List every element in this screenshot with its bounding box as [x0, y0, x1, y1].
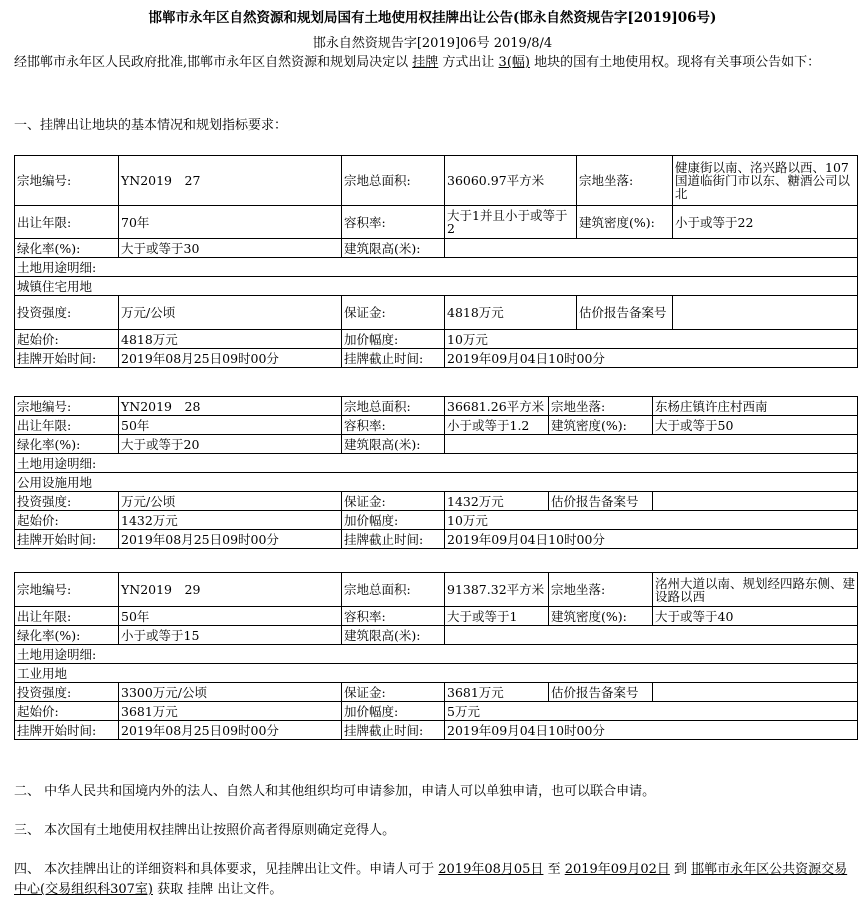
label-density: 建筑密度(%): — [549, 607, 653, 626]
height-value — [445, 239, 858, 258]
label-deposit: 保证金: — [342, 296, 445, 330]
label-start-time: 挂牌开始时间: — [15, 349, 119, 368]
label-location: 宗地坐落: — [549, 397, 653, 416]
label-appraisal: 估价报告备案号 — [549, 683, 653, 702]
appraisal-value — [673, 296, 858, 330]
label-far: 容积率: — [342, 416, 445, 435]
document-number-date: 邯永自然资规告字[2019]06号 2019/8/4 — [312, 36, 553, 51]
section-4-text-4: 获取 挂牌 出让文件。 — [152, 882, 283, 897]
end-time-value: 2019年09月04日10时00分 — [445, 530, 858, 549]
label-use-detail: 土地用途明细: — [15, 454, 858, 473]
table-row — [15, 530, 858, 549]
label-height: 建筑限高(米): — [342, 626, 445, 645]
table-row — [15, 397, 858, 416]
label-end-time: 挂牌截止时间: — [342, 721, 445, 740]
density-value: 小于或等于22 — [673, 206, 858, 239]
height-value — [445, 435, 858, 454]
table-row — [15, 296, 858, 330]
label-height: 建筑限高(米): — [342, 239, 445, 258]
increment-value: 10万元 — [445, 511, 858, 530]
label-location: 宗地坐落: — [549, 573, 653, 607]
height-value — [445, 626, 858, 645]
appraisal-value — [653, 492, 858, 511]
section-1-heading: 一、挂牌出让地块的基本情况和规划指标要求： — [14, 118, 288, 133]
parcel-table-1 — [14, 155, 858, 368]
parcel-no-value: YN2019 27 — [119, 156, 342, 206]
label-parcel-no: 宗地编号: — [15, 156, 119, 206]
appraisal-value — [653, 683, 858, 702]
label-far: 容积率: — [342, 607, 445, 626]
start-time-value: 2019年08月25日09时00分 — [119, 721, 342, 740]
increment-value: 10万元 — [445, 330, 858, 349]
table-row — [15, 573, 858, 607]
table-row — [15, 683, 858, 702]
table-row — [15, 511, 858, 530]
label-location: 宗地坐落: — [577, 156, 673, 206]
label-appraisal: 估价报告备案号 — [549, 492, 653, 511]
transfer-method: 挂牌 — [412, 55, 439, 70]
start-price-value: 4818万元 — [119, 330, 342, 349]
label-density: 建筑密度(%): — [577, 206, 673, 239]
section-4-text-3: 到 — [669, 862, 692, 877]
label-total-area: 宗地总面积: — [342, 156, 445, 206]
start-price-value: 1432万元 — [119, 511, 342, 530]
label-use-detail: 土地用途明细: — [15, 258, 858, 277]
section-2-paragraph: 二、 中华人民共和国境内外的法人、自然人和其他组织均可申请参加，申请人可以单独申请，也可以联合申请。 — [14, 784, 656, 799]
table-row — [15, 206, 858, 239]
total-area-value: 91387.32平方米 — [445, 573, 549, 607]
parcel-no-value: YN2019 29 — [119, 573, 342, 607]
table-row — [15, 721, 858, 740]
label-appraisal: 估价报告备案号 — [577, 296, 673, 330]
section-3-paragraph: 三、 本次国有土地使用权挂牌出让按照价高者得原则确定竞得人。 — [14, 823, 396, 838]
table-row — [15, 239, 858, 258]
density-value: 大于或等于50 — [653, 416, 858, 435]
label-increment: 加价幅度: — [342, 511, 445, 530]
date-to: 2019年09月02日 — [564, 862, 670, 877]
table-row — [15, 435, 858, 454]
land-use-value: 城镇住宅用地 — [15, 277, 858, 296]
table-row — [15, 626, 858, 645]
label-invest: 投资强度: — [15, 683, 119, 702]
term-value: 70年 — [119, 206, 342, 239]
label-start-time: 挂牌开始时间: — [15, 530, 119, 549]
parcel-count: 3(幅) — [498, 55, 530, 70]
section-4-text-1: 四、 本次挂牌出让的详细资料和具体要求，见挂牌出让文件。申请人可于 — [14, 862, 439, 877]
density-value: 大于或等于40 — [653, 607, 858, 626]
section-4-paragraph — [14, 860, 856, 900]
label-increment: 加价幅度: — [342, 330, 445, 349]
start-time-value: 2019年08月25日09时00分 — [119, 530, 342, 549]
intro-text-3: 地块的国有土地使用权。现将有关事项公告如下： — [529, 55, 821, 70]
table-row — [15, 258, 858, 277]
deposit-value: 1432万元 — [445, 492, 549, 511]
table-row — [15, 645, 858, 664]
invest-value: 3300万元/公顷 — [119, 683, 342, 702]
end-time-value: 2019年09月04日10时00分 — [445, 721, 858, 740]
document-pickup-place: 邯郸市永年区公共资源交易中心(交易组织科307室) — [14, 862, 848, 897]
table-row — [15, 156, 858, 206]
total-area-value: 36060.97平方米 — [445, 156, 577, 206]
table-row — [15, 416, 858, 435]
location-value: 洺州大道以南、规划经四路东侧、建设路以西 — [653, 573, 858, 607]
label-end-time: 挂牌截止时间: — [342, 349, 445, 368]
label-term: 出让年限: — [15, 206, 119, 239]
parcel-table-2 — [14, 396, 858, 549]
label-total-area: 宗地总面积: — [342, 573, 445, 607]
land-use-value: 工业用地 — [15, 664, 858, 683]
label-term: 出让年限: — [15, 607, 119, 626]
date-from: 2019年08月05日 — [438, 862, 544, 877]
table-row — [15, 277, 858, 296]
label-start-price: 起始价: — [15, 702, 119, 721]
intro-text-2: 方式出让 — [438, 55, 499, 70]
start-time-value: 2019年08月25日09时00分 — [119, 349, 342, 368]
table-row — [15, 330, 858, 349]
far-value: 大于或等于1 — [445, 607, 549, 626]
term-value: 50年 — [119, 416, 342, 435]
table-row — [15, 702, 858, 721]
label-far: 容积率: — [342, 206, 445, 239]
label-term: 出让年限: — [15, 416, 119, 435]
label-green: 绿化率(%): — [15, 239, 119, 258]
label-green: 绿化率(%): — [15, 626, 119, 645]
green-value: 大于或等于20 — [119, 435, 342, 454]
label-height: 建筑限高(米): — [342, 435, 445, 454]
table-row — [15, 492, 858, 511]
page-title: 邯郸市永年区自然资源和规划局国有土地使用权挂牌出让公告(邯永自然资规告字[2019]06号) — [148, 10, 717, 26]
term-value: 50年 — [119, 607, 342, 626]
total-area-value: 36681.26平方米 — [445, 397, 549, 416]
label-start-time: 挂牌开始时间: — [15, 721, 119, 740]
label-end-time: 挂牌截止时间: — [342, 530, 445, 549]
far-value: 大于1并且小于或等于2 — [445, 206, 577, 239]
intro-text-1: 经邯郸市永年区人民政府批准,邯郸市永年区自然资源和规划局决定以 — [14, 55, 413, 70]
invest-value: 万元/公顷 — [119, 492, 342, 511]
label-use-detail: 土地用途明细: — [15, 645, 858, 664]
section-4-text-2: 至 — [543, 862, 565, 877]
increment-value: 5万元 — [445, 702, 858, 721]
land-use-value: 公用设施用地 — [15, 473, 858, 492]
table-row — [15, 454, 858, 473]
label-green: 绿化率(%): — [15, 435, 119, 454]
label-start-price: 起始价: — [15, 330, 119, 349]
label-invest: 投资强度: — [15, 492, 119, 511]
deposit-value: 3681万元 — [445, 683, 549, 702]
label-density: 建筑密度(%): — [549, 416, 653, 435]
label-deposit: 保证金: — [342, 492, 445, 511]
table-row — [15, 664, 858, 683]
start-price-value: 3681万元 — [119, 702, 342, 721]
label-total-area: 宗地总面积: — [342, 397, 445, 416]
label-increment: 加价幅度: — [342, 702, 445, 721]
end-time-value: 2019年09月04日10时00分 — [445, 349, 858, 368]
intro-paragraph — [14, 53, 856, 73]
label-invest: 投资强度: — [15, 296, 119, 330]
table-row — [15, 349, 858, 368]
label-parcel-no: 宗地编号: — [15, 573, 119, 607]
label-start-price: 起始价: — [15, 511, 119, 530]
green-value: 大于或等于30 — [119, 239, 342, 258]
deposit-value: 4818万元 — [445, 296, 577, 330]
parcel-table-3 — [14, 572, 858, 740]
invest-value: 万元/公顷 — [119, 296, 342, 330]
table-row — [15, 473, 858, 492]
label-deposit: 保证金: — [342, 683, 445, 702]
parcel-no-value: YN2019 28 — [119, 397, 342, 416]
table-row — [15, 607, 858, 626]
location-value: 东杨庄镇许庄村西南 — [653, 397, 858, 416]
green-value: 小于或等于15 — [119, 626, 342, 645]
label-parcel-no: 宗地编号: — [15, 397, 119, 416]
location-value: 健康街以南、洺兴路以西、107国道临街门市以东、糖酒公司以北 — [673, 156, 858, 206]
far-value: 小于或等于1.2 — [445, 416, 549, 435]
